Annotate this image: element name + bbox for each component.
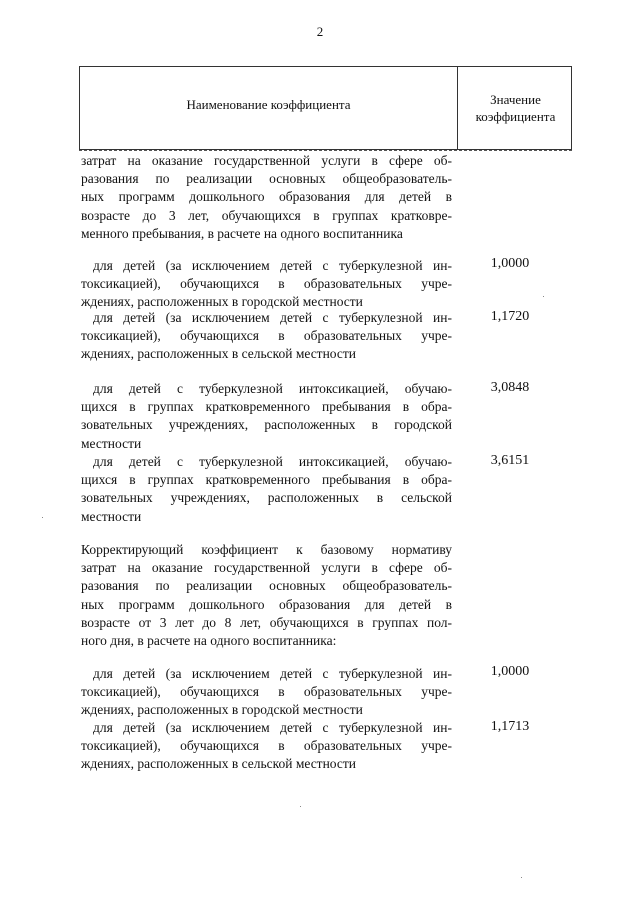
text-line: для детей с туберкулезной интоксикацией, обучаю- <box>93 454 452 469</box>
coefficient-value: 1,1720 <box>490 309 530 324</box>
text-line: для детей (за исключением детей с туберкулезной ин- <box>93 666 452 681</box>
scan-speck <box>300 806 301 807</box>
text-line: местности <box>81 508 142 524</box>
text-line: ного дня, в расчете на одного воспитанника: <box>81 633 337 649</box>
text-line: ждениях, расположенных в городской местности <box>81 294 363 310</box>
text-line: для детей (за исключением детей с туберкулезной ин- <box>93 720 452 735</box>
column-header-value <box>458 91 573 125</box>
text-line: токсикацией), обучающихся в образовательных учре- <box>81 684 452 700</box>
text-line: для детей с туберкулезной интоксикацией, обучаю- <box>93 381 452 396</box>
coefficient-row <box>81 719 452 774</box>
text-line: затрат на оказание государственной услуги в сфере об- <box>81 560 452 576</box>
coefficient-row <box>81 257 452 312</box>
table-header <box>79 66 572 150</box>
text-line: ных программ дошкольного образования для детей в <box>81 596 452 612</box>
coefficient-value: 3,0848 <box>490 380 530 395</box>
coefficient-row <box>81 380 452 453</box>
text-line: затрат на оказание государственной услуги в сфере об- <box>81 153 452 168</box>
text-line: ждениях, расположенных в сельской местности <box>81 756 357 772</box>
coefficient-row <box>81 453 452 526</box>
text-line: токсикацией), обучающихся в образовательных учре- <box>81 276 452 292</box>
text-line: Корректирующий коэффициент к базовому нормативу <box>81 542 452 557</box>
coefficient-value: 3,6151 <box>490 453 530 468</box>
text-line: для детей (за исключением детей с туберкулезной ин- <box>93 310 452 325</box>
page-number: 2 <box>316 24 324 39</box>
text-line: для детей (за исключением детей с туберкулезной ин- <box>93 258 452 273</box>
text-line: щихся в группах кратковременного пребывания в обра- <box>81 472 452 488</box>
column-header-value-line1: Значение <box>490 92 541 107</box>
text-line: токсикацией), обучающихся в образовательных учре- <box>81 328 452 344</box>
coefficient-value: 1,0000 <box>490 256 530 271</box>
coefficient-row <box>81 665 452 720</box>
text-line: менного пребывания, в расчете на одного воспитанника <box>81 225 403 241</box>
coefficient-value: 1,1713 <box>490 719 530 734</box>
text-line: щихся в группах кратковременного пребывания в обра- <box>81 399 452 415</box>
text-line: разования по реализации основных общеобразователь- <box>81 171 452 187</box>
text-line: ждениях, расположенных в городской местности <box>81 702 363 718</box>
text-line: возрасте до 3 лет, обучающихся в группах кратковре- <box>81 207 452 223</box>
text-line: токсикацией), обучающихся в образовательных учре- <box>81 738 452 754</box>
table-divider-dashed <box>79 150 572 151</box>
section-heading <box>81 541 452 650</box>
scan-speck <box>42 517 43 518</box>
coefficient-row <box>81 309 452 364</box>
column-header-value-line2: коэффициента <box>475 109 556 124</box>
text-line: ждениях, расположенных в сельской местности <box>81 346 357 362</box>
coefficient-value: 1,0000 <box>490 664 530 679</box>
scan-speck <box>543 296 544 297</box>
text-line: ных программ дошкольного образования для детей в <box>81 189 452 205</box>
text-line: зовательных учреждениях, расположенных в сельской <box>81 490 452 506</box>
scan-speck <box>521 877 522 878</box>
text-line: местности <box>81 435 142 451</box>
text-line: разования по реализации основных общеобразователь- <box>81 578 452 594</box>
text-line: возрасте от 3 лет до 8 лет, обучающихся в группах пол- <box>81 614 452 630</box>
intro-continuation <box>81 152 452 243</box>
text-line: зовательных учреждениях, расположенных в городской <box>81 417 452 433</box>
column-header-name: Наименование коэффициента <box>186 97 351 112</box>
